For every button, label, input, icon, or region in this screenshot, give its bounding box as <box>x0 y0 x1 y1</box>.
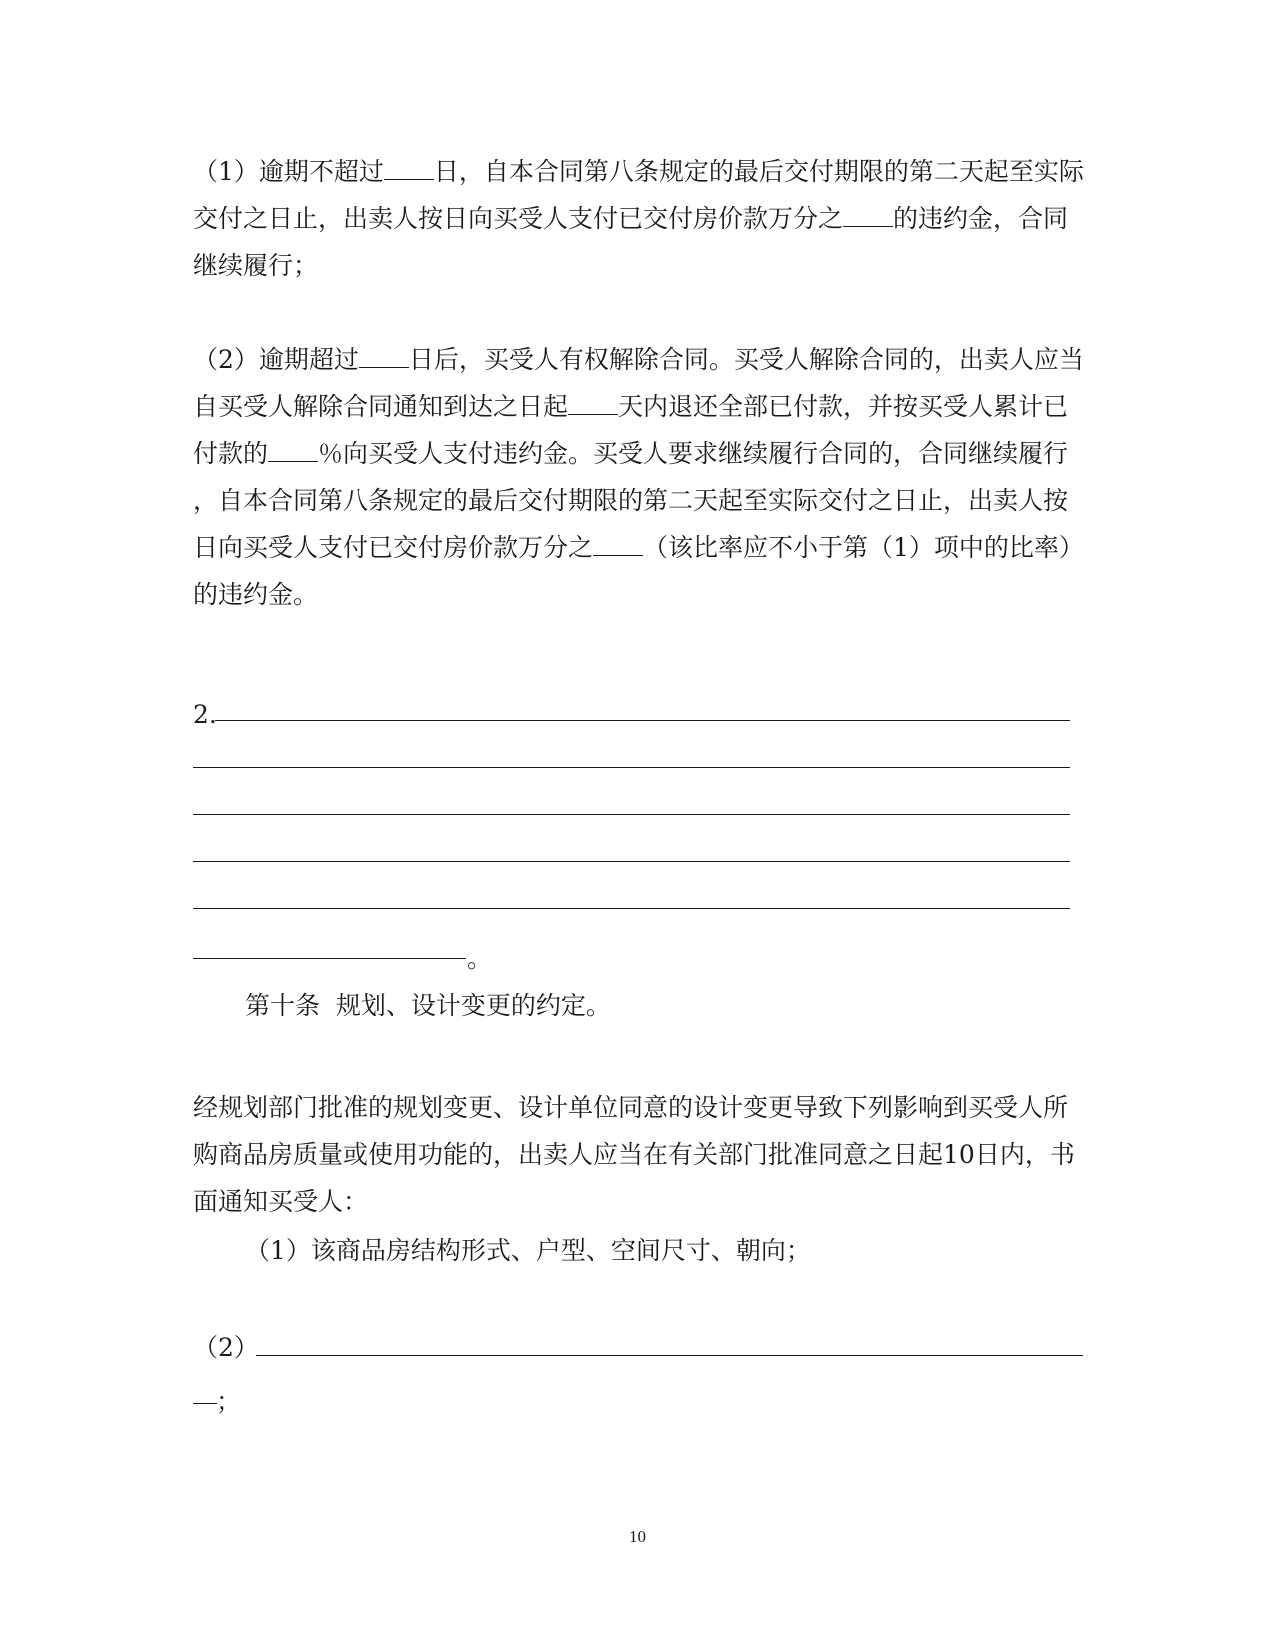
text-segment: （1）逾期不超过 <box>193 157 384 186</box>
text-segment: 日向买受人支付已交付房价款万分之 <box>193 533 594 562</box>
blank-field <box>593 533 643 556</box>
text-line <box>193 195 1083 242</box>
fill-line <box>193 861 1070 862</box>
clause-10-item-2 <box>193 1324 1083 1371</box>
fill-line <box>193 908 1070 909</box>
text-segment: 日，自本合同第八条规定的最后交付期限的第二天起至实际 <box>433 157 1084 186</box>
text-segment: 自买受人解除合同通知到达之日起 <box>193 392 569 421</box>
text-segment: 天内退还全部已付款，并按买受人累计已 <box>618 392 1069 421</box>
clause-9-item-2 <box>193 336 1083 618</box>
blank-field <box>384 157 434 180</box>
text-segment: （2）逾期超过 <box>193 345 359 374</box>
blank-field <box>359 345 409 368</box>
fill-line <box>256 1355 1083 1356</box>
clause-9-other-label <box>193 691 1083 738</box>
text-line <box>193 383 1083 430</box>
text-segment: 日后，买受人有权解除合同。买受人解除合同的，出卖人应当 <box>408 345 1084 374</box>
clause-10-heading <box>245 982 1045 1029</box>
clause-9-item-1 <box>193 148 1083 289</box>
text-line <box>193 336 1083 383</box>
text-segment: 的违约金，合同 <box>893 204 1069 233</box>
text-line: ，自本合同第八条规定的最后交付期限的第二天起至实际交付之日止，出卖人按 <box>193 486 1069 515</box>
fill-line <box>193 767 1070 768</box>
fill-line <box>215 720 1070 721</box>
blank-field <box>568 392 618 415</box>
text-line <box>193 1324 1083 1371</box>
heading-text: 第十条 规划、设计变更的约定。 <box>245 991 611 1020</box>
text-line: 面通知买受人： <box>193 1187 369 1216</box>
text-segment: ； <box>216 1387 242 1416</box>
item-number: 2. <box>193 700 217 729</box>
fill-line <box>193 958 466 959</box>
text-line: 继续履行； <box>193 251 319 280</box>
clause-10-item-1 <box>245 1227 1045 1274</box>
page-number: 10 <box>629 1527 646 1546</box>
item-number: （2） <box>193 1333 259 1362</box>
text-segment: 交付之日止，出卖人按日向买受人支付已交付房价款万分之 <box>193 204 844 233</box>
text-line: 的违约金。 <box>193 580 319 609</box>
text-segment: 。 <box>467 944 493 973</box>
text-line: （1）该商品房结构形式、户型、空间尺寸、朝向； <box>245 1236 811 1265</box>
text-segment: （该比率应不小于第（1）项中的比率） <box>643 533 1084 562</box>
text-segment: ％向买受人支付违约金。买受人要求继续履行合同的，合同继续履行 <box>318 439 1069 468</box>
blank-field <box>843 204 893 227</box>
text-line <box>193 148 1083 195</box>
fill-line <box>193 814 1070 815</box>
text-line: 购商品房质量或使用功能的，出卖人应当在有关部门批准同意之日起10日内，书 <box>193 1140 1075 1169</box>
clause-10-item-2-end <box>216 1378 256 1425</box>
clause-10-intro <box>193 1084 1083 1225</box>
text-line <box>193 524 1083 571</box>
fill-line <box>193 1403 217 1404</box>
text-line: 经规划部门批准的规划变更、设计单位同意的设计变更导致下列影响到买受人所 <box>193 1093 1069 1122</box>
fill-end-mark <box>467 935 507 982</box>
text-line <box>193 430 1083 477</box>
text-segment: 付款的 <box>193 439 269 468</box>
blank-field <box>268 439 318 462</box>
